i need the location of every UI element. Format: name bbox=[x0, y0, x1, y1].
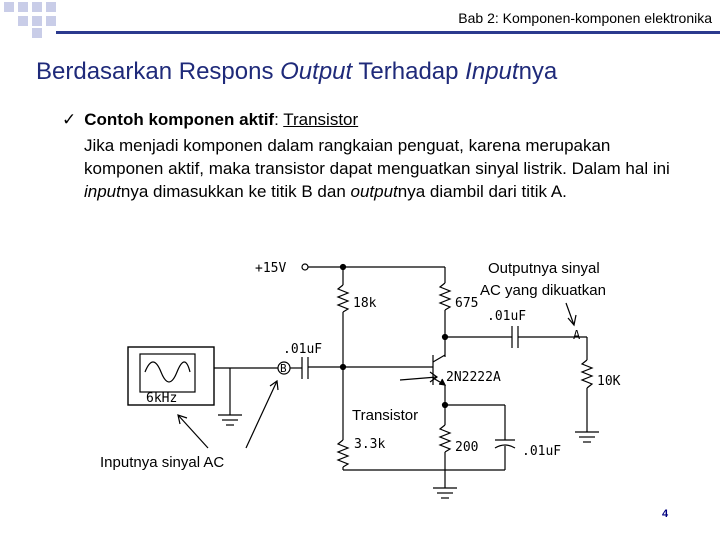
annot-output-line2: AC yang dikuatkan bbox=[480, 282, 606, 299]
r3k3-label: 3.3k bbox=[354, 437, 386, 452]
chapter-header: Bab 2: Komponen-komponen elektronika bbox=[458, 10, 712, 26]
transistor-link[interactable]: Transistor bbox=[283, 110, 359, 129]
node-b-label: B bbox=[280, 362, 287, 375]
r18k-label: 18k bbox=[353, 296, 377, 311]
annot-output-line1: Outputnya sinyal bbox=[488, 260, 600, 277]
slide-title: Berdasarkan Respons Output Terhadap Inputnya bbox=[36, 58, 558, 85]
supply-label: +15V bbox=[255, 261, 287, 276]
generator-label: 6kHz bbox=[146, 391, 178, 406]
transistor-part-label: 2N2222A bbox=[446, 370, 501, 385]
r10k-label: 10K bbox=[597, 374, 621, 389]
page-number: 4 bbox=[662, 508, 669, 520]
node-a-label: A bbox=[573, 328, 581, 342]
cemitter-label: .01uF bbox=[522, 444, 562, 459]
bullet-lead: Contoh komponen aktif bbox=[84, 110, 275, 129]
cout-label: .01uF bbox=[487, 309, 527, 324]
r200-label: 200 bbox=[455, 440, 479, 455]
check-icon: ✓ bbox=[62, 110, 77, 129]
annot-transistor: Transistor bbox=[352, 407, 419, 424]
annot-input: Inputnya sinyal AC bbox=[100, 454, 225, 471]
cin-label: .01uF bbox=[283, 342, 323, 357]
bullet-item: ✓ Contoh komponen aktif: Transistor bbox=[62, 110, 359, 129]
r675-label: 675 bbox=[455, 296, 479, 311]
description-paragraph: Jika menjadi komponen dalam rangkaian penguat, karena merupakan komponen aktif, maka transistor dapat menguatkan sinyal listrik. Dalam hal ini inputnya dimasukkan ke titik B dan outputnya diambil dari titik A. bbox=[84, 136, 670, 201]
